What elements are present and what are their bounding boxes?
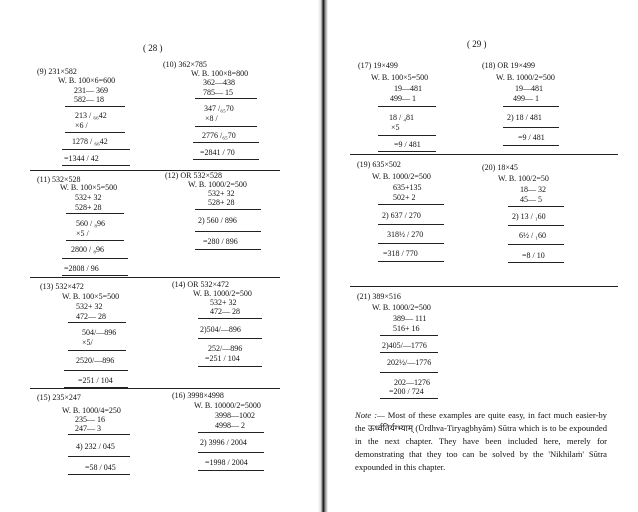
- rule: [195, 249, 261, 250]
- section-divider: [30, 277, 280, 278]
- rule: [503, 127, 559, 128]
- working-line: ×8 /: [205, 114, 218, 123]
- rule: [508, 262, 564, 263]
- rule: [62, 258, 128, 259]
- working-base: W. B. 100×6=600: [58, 76, 116, 85]
- working-base: W. B. 1000/2=500: [188, 180, 247, 189]
- working-line: 499— 1: [513, 94, 539, 103]
- working-line: 2)504/—896: [200, 325, 241, 334]
- note-label: Note :—: [355, 410, 385, 420]
- working-line: 18 / ₄81: [389, 113, 415, 122]
- rule: [378, 243, 444, 244]
- working-base: W. B. 100×5=500: [62, 292, 120, 301]
- rule: [378, 224, 444, 225]
- working-line: ×6 /: [75, 121, 88, 130]
- rule: [380, 335, 438, 336]
- working-line: 560 / ₈96: [76, 219, 106, 228]
- rule: [380, 352, 438, 353]
- working-line: 516+ 16: [393, 324, 420, 333]
- example-11-title: (11) 532×528: [37, 175, 81, 184]
- rule: [64, 370, 128, 371]
- section-divider: [350, 154, 618, 155]
- working-line: 635+135: [393, 183, 422, 192]
- rule: [198, 470, 264, 471]
- rule: [66, 213, 124, 214]
- rule: [378, 151, 436, 152]
- working-line: 45— 5: [520, 195, 542, 204]
- chapter-note: [355, 409, 607, 474]
- working-line: 252/—896: [208, 344, 243, 353]
- working-line: 19—481: [515, 84, 543, 93]
- working-line: 19—481: [394, 84, 422, 93]
- rule: [198, 366, 262, 367]
- working-line: 231— 369: [74, 86, 108, 95]
- working-line: 528+ 28: [208, 198, 235, 207]
- working-line: 502+ 2: [393, 193, 416, 202]
- working-line: 213 / ₆₆42: [75, 111, 107, 120]
- working-line: 532+ 32: [76, 302, 103, 311]
- rule: [380, 398, 438, 399]
- example-10-title: (10) 362×785: [163, 60, 207, 69]
- rule: [68, 456, 130, 457]
- rule: [62, 149, 130, 150]
- working-line: 2)405/—1776: [382, 341, 427, 350]
- answer-line: =1344 / 42: [64, 154, 99, 163]
- example-9-title: (9) 231×582: [37, 67, 77, 76]
- working-line: 2) 637 / 270: [382, 211, 421, 220]
- working-base: W. B. 1000/2=500: [193, 289, 252, 298]
- example-18-title: (18) OR 19×499: [482, 61, 535, 70]
- working-line: 347 /₆₅70: [204, 104, 234, 113]
- rule: [378, 204, 444, 205]
- example-13-title: (13) 532×472: [40, 282, 84, 291]
- working-line: 2) 13 / ₁60: [512, 212, 546, 221]
- working-line: 202—1276: [394, 378, 430, 387]
- rule: [503, 145, 559, 146]
- rule: [195, 209, 261, 210]
- rule: [195, 231, 261, 232]
- working-line: 362—438: [203, 78, 235, 87]
- rule: [68, 350, 126, 351]
- rule: [195, 98, 257, 99]
- rule: [193, 142, 259, 143]
- answer-line: =9 / 481: [518, 133, 545, 142]
- rule: [65, 106, 125, 107]
- rule: [66, 240, 124, 241]
- working-base: W. B. 1000/2=500: [372, 172, 431, 181]
- working-base: W. B. 1000/4=250: [62, 406, 121, 415]
- rule: [380, 372, 438, 373]
- example-14-title: (14) OR 532×472: [172, 280, 229, 289]
- answer-line: =1998 / 2004: [205, 458, 248, 467]
- working-base: W. B. 100×5=500: [60, 183, 118, 192]
- working-line: 3998—1002: [215, 411, 255, 420]
- working-line: 2) 18 / 481: [507, 113, 542, 122]
- answer-line: =58 / 045: [85, 463, 116, 472]
- example-15-title: (15) 235×247: [37, 393, 81, 402]
- rule: [198, 452, 264, 453]
- working-line: 18— 32: [520, 185, 546, 194]
- rule: [198, 318, 262, 319]
- working-line: 247— 3: [75, 424, 101, 433]
- working-line: 389— 111: [393, 314, 427, 323]
- working-line: 202½/—1776: [387, 358, 432, 367]
- note-text: Most of these examples are quite easy, in fact much easier-by the ऊर्ध्वतिर्यग्भ्याम् (Ūrdhva-Tiryagbhyām) Sūtra which is to be expounded in the next chapter. They have been included here, merely for demonstrating that they too can be solved by the 'Nikhilaṁ' Sūtra expounded in this chapter.: [355, 410, 607, 472]
- working-line: ×5/: [82, 338, 93, 347]
- rule: [62, 275, 128, 276]
- working-base: W. B. 100×8=800: [191, 69, 249, 78]
- example-16-title: (16) 3998×4998: [172, 391, 224, 400]
- rule: [193, 159, 259, 160]
- working-line: 582— 18: [74, 95, 104, 104]
- rule: [68, 434, 130, 435]
- working-line: 2800 / ₈96: [71, 245, 105, 254]
- rule: [68, 322, 126, 323]
- working-base: W. B. 100/2=50: [498, 174, 549, 183]
- rule: [378, 261, 444, 262]
- working-line: 4998— 2: [215, 421, 245, 430]
- rule: [198, 432, 264, 433]
- rule: [195, 126, 257, 127]
- working-base: W. B. 1000/2=500: [496, 73, 555, 82]
- rule: [508, 206, 564, 207]
- working-line: 2) 3996 / 2004: [200, 438, 247, 447]
- answer-line: =318 / 770: [383, 249, 418, 258]
- rule: [508, 225, 564, 226]
- rule: [508, 244, 564, 245]
- working-base: W. B. 100×5=500: [371, 73, 429, 82]
- working-base: W. B. 1000/2=500: [372, 303, 431, 312]
- working-line: 2) 560 / 896: [198, 216, 237, 225]
- working-line: 532+ 32: [75, 193, 102, 202]
- working-line: 532+ 32: [210, 298, 237, 307]
- page-gutter: [318, 0, 328, 512]
- working-line: 2520/—896: [76, 356, 115, 365]
- rule: [378, 135, 436, 136]
- page-number: ( 29 ): [467, 39, 487, 49]
- answer-line: =9 / 481: [394, 140, 421, 149]
- page-number: ( 28 ): [143, 43, 163, 53]
- answer-line: =251 / 104: [78, 376, 113, 385]
- rule: [68, 474, 130, 475]
- rule: [62, 165, 130, 166]
- example-17-title: (17) 19×499: [358, 61, 398, 70]
- working-line: 318½ / 270: [387, 230, 424, 239]
- working-line: ×5: [391, 123, 400, 132]
- answer-line: =2841 / 70: [200, 148, 235, 157]
- working-line: 499— 1: [390, 94, 416, 103]
- working-line: 2776 /₆₅70: [202, 131, 236, 140]
- rule: [65, 132, 125, 133]
- answer-line: =200 / 724: [389, 387, 424, 396]
- working-line: 235— 16: [75, 415, 105, 424]
- answer-line: =2808 / 96: [64, 264, 99, 273]
- working-line: 4) 232 / 045: [76, 442, 115, 451]
- working-line: 504/—896: [82, 328, 117, 337]
- answer-line: =280 / 896: [203, 237, 238, 246]
- working-line: 785— 15: [203, 88, 233, 97]
- example-19-title: (19) 635×502: [357, 160, 401, 169]
- working-line: 472— 28: [76, 312, 106, 321]
- example-21-title: (21) 389×516: [357, 292, 401, 301]
- working-line: 472— 28: [210, 307, 240, 316]
- rule: [198, 338, 262, 339]
- working-line: 6½ / ₁60: [519, 231, 547, 240]
- rule: [378, 106, 436, 107]
- answer-line: =8 / 10: [522, 251, 545, 260]
- rule: [503, 106, 559, 107]
- working-line: ×5 /: [76, 229, 89, 238]
- working-base: W. B. 10000/2=5000: [194, 401, 261, 410]
- example-20-title: (20) 18×45: [482, 163, 518, 172]
- section-divider: [30, 170, 280, 171]
- working-line: 532+ 32: [208, 189, 235, 198]
- section-divider: [350, 286, 618, 287]
- working-line: 528+ 28: [75, 203, 102, 212]
- working-line: 1278 / ₆₆42: [72, 137, 108, 146]
- section-divider: [30, 388, 280, 389]
- answer-line: =251 / 104: [205, 354, 240, 363]
- example-12-title: (12) OR 532×528: [165, 171, 222, 180]
